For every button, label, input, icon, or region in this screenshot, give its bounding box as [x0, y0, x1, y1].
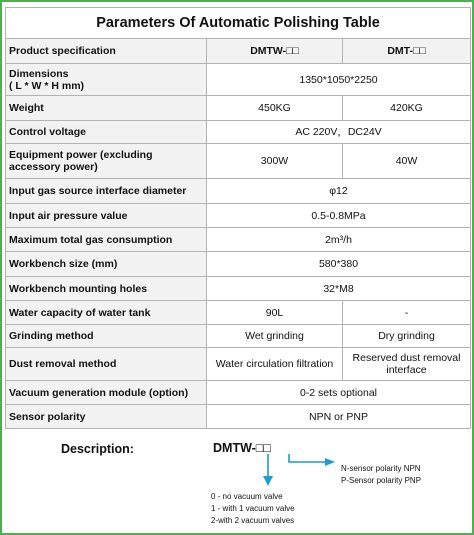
table-row — [6, 325, 471, 348]
vacuum-arrowhead — [263, 476, 273, 486]
table-row — [6, 121, 471, 144]
table-row — [6, 64, 471, 96]
weight-label: Weight — [6, 96, 207, 121]
table-row — [6, 381, 471, 405]
weight-value-a: 450KG — [207, 96, 343, 121]
sensor-arrowhead — [325, 458, 335, 466]
air-pressure-value: 0.5-0.8MPa — [207, 204, 471, 228]
description-model: DMTW-□□ — [213, 441, 271, 455]
parameters-table — [5, 7, 471, 429]
workbench-size-value: 580*380 — [207, 252, 471, 277]
mounting-holes-label: Workbench mounting holes — [6, 277, 207, 301]
table-row — [6, 39, 471, 64]
table-row — [6, 277, 471, 301]
gas-interface-label: Input gas source interface diameter — [6, 179, 207, 204]
vacuum-module-label: Vacuum generation module (option) — [6, 381, 207, 405]
vacuum-note-1: 1 - with 1 vacuum valve — [211, 504, 295, 513]
gas-interface-value: φ12 — [207, 179, 471, 204]
weight-value-b: 420KG — [343, 96, 471, 121]
grinding-method-value-a: Wet grinding — [207, 325, 343, 348]
table-row — [6, 228, 471, 252]
grinding-method-value-b: Dry grinding — [343, 325, 471, 348]
gas-consumption-value: 2m³/h — [207, 228, 471, 252]
dimensions-label-line1: Dimensions — [9, 67, 69, 80]
vacuum-module-value: 0-2 sets optional — [207, 381, 471, 405]
dust-removal-value-a: Water circulation filtration — [207, 348, 343, 381]
grinding-method-label: Grinding method — [6, 325, 207, 348]
sensor-polarity-value: NPN or PNP — [207, 405, 471, 429]
equipment-power-value-a: 300W — [207, 144, 343, 179]
dust-removal-value-b-line1: Reserved dust removal — [352, 352, 461, 364]
table-title: Parameters Of Automatic Polishing Table — [6, 8, 471, 39]
mounting-holes-value: 32*M8 — [207, 277, 471, 301]
air-pressure-label: Input air pressure value — [6, 204, 207, 228]
description-section — [5, 434, 470, 530]
table-row — [6, 144, 471, 179]
control-voltage-label: Control voltage — [6, 121, 207, 144]
dust-removal-value-b-line2: interface — [386, 364, 427, 376]
dimensions-value: 1350*1050*2250 — [207, 64, 471, 96]
water-capacity-label: Water capacity of water tank — [6, 301, 207, 325]
model-b-header: DMT-□□ — [343, 39, 471, 64]
dimensions-label-line2: ( L * W * H mm) — [9, 79, 85, 92]
control-voltage-value: AC 220V，DC24V — [207, 121, 471, 144]
sensor-polarity-label: Sensor polarity — [6, 405, 207, 429]
table-row — [6, 204, 471, 228]
equipment-power-label: Equipment power (excluding accessory power) — [6, 144, 207, 179]
title-row — [6, 8, 471, 39]
table-row — [6, 301, 471, 325]
table-row — [6, 96, 471, 121]
table-row — [6, 348, 471, 381]
dust-removal-value-b — [343, 348, 471, 381]
sensor-note-pnp: P-Sensor polarity PNP — [341, 476, 422, 485]
vacuum-note-0: 0 - no vacuum valve — [211, 492, 283, 501]
table-row — [6, 179, 471, 204]
product-spec-label: Product specification — [6, 39, 207, 64]
table-row — [6, 252, 471, 277]
sensor-note-npn: N-sensor polarity NPN — [341, 464, 421, 473]
description-label: Description: — [61, 442, 134, 456]
dimensions-label — [6, 64, 207, 96]
vacuum-note-2: 2-with 2 vacuum valves — [211, 516, 295, 525]
workbench-size-label: Workbench size (mm) — [6, 252, 207, 277]
gas-consumption-label: Maximum total gas consumption — [6, 228, 207, 252]
dust-removal-label: Dust removal method — [6, 348, 207, 381]
equipment-power-value-b: 40W — [343, 144, 471, 179]
sensor-arrow — [289, 454, 325, 462]
table-row — [6, 405, 471, 429]
sensor-arrow-line — [289, 454, 325, 462]
water-capacity-value-a: 90L — [207, 301, 343, 325]
water-capacity-value-b: - — [343, 301, 471, 325]
model-a-header: DMTW-□□ — [207, 39, 343, 64]
